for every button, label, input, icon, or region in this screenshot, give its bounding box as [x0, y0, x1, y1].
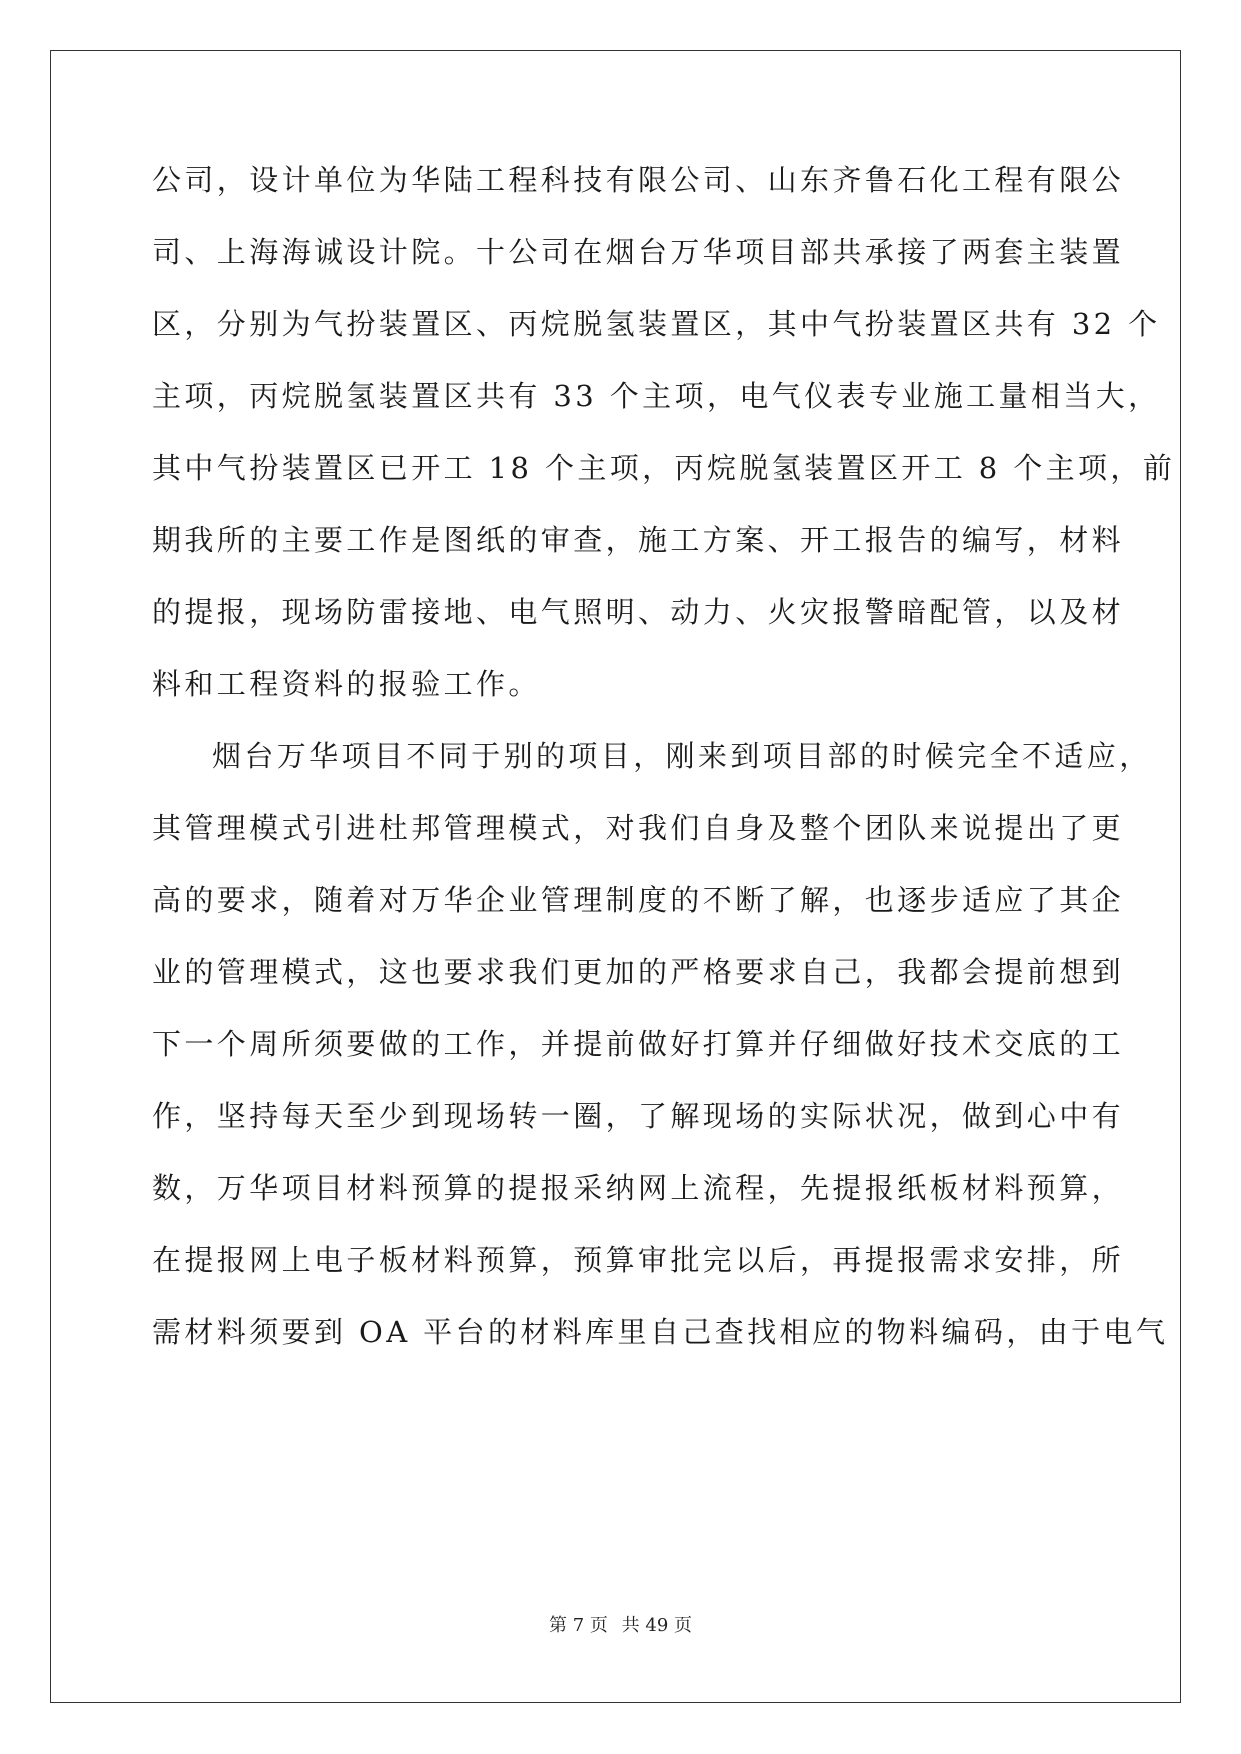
- paragraph-first-line: 烟台万华项目不同于别的项目，刚来到项目部的时候完全不适应，: [212, 739, 1152, 773]
- text-line: 其中气扮装置区已开工 18 个主项，丙烷脱氢装置区开工 8 个主项，前: [152, 451, 1176, 485]
- page-footer: [0, 1614, 1241, 1638]
- text-line: 下一个周所须要做的工作，并提前做好打算并仔细做好技术交底的工: [152, 1027, 1125, 1061]
- text-line: 公司，设计单位为华陆工程科技有限公司、山东齐鲁石化工程有限公: [152, 163, 1125, 197]
- text-line: 高的要求，随着对万华企业管理制度的不断了解，也逐步适应了其企: [152, 883, 1125, 917]
- text-line: 需材料须要到 OA 平台的材料库里自己查找相应的物料编码，由于电气: [152, 1315, 1169, 1349]
- text-line: 区，分别为气扮装置区、丙烷脱氢装置区，其中气扮装置区共有 32 个: [152, 307, 1161, 341]
- text-line: 期我所的主要工作是图纸的审查，施工方案、开工报告的编写，材料: [152, 523, 1125, 557]
- text-line: 在提报网上电子板材料预算，预算审批完以后，再提报需求安排，所: [152, 1243, 1125, 1277]
- text-line: 业的管理模式，这也要求我们更加的严格要求自己，我都会提前想到: [152, 955, 1125, 989]
- page-total: 共 49 页: [621, 1615, 692, 1636]
- text-line: 司、上海海诚设计院。十公司在烟台万华项目部共承接了两套主装置: [152, 235, 1125, 269]
- page-number: 第 7 页: [549, 1615, 608, 1636]
- text-line: 的提报，现场防雷接地、电气照明、动力、火灾报警暗配管，以及材: [152, 595, 1125, 629]
- page-border: [50, 50, 1181, 1703]
- text-line: 作，坚持每天至少到现场转一圈，了解现场的实际状况，做到心中有: [152, 1099, 1125, 1133]
- text-line: 料和工程资料的报验工作。: [152, 667, 541, 701]
- text-line: 主项，丙烷脱氢装置区共有 33 个主项，电气仪表专业施工量相当大，: [152, 379, 1161, 413]
- text-line: 其管理模式引进杜邦管理模式，对我们自身及整个团队来说提出了更: [152, 811, 1125, 845]
- text-line: 数，万华项目材料预算的提报采纳网上流程，先提报纸板材料预算，: [152, 1171, 1125, 1205]
